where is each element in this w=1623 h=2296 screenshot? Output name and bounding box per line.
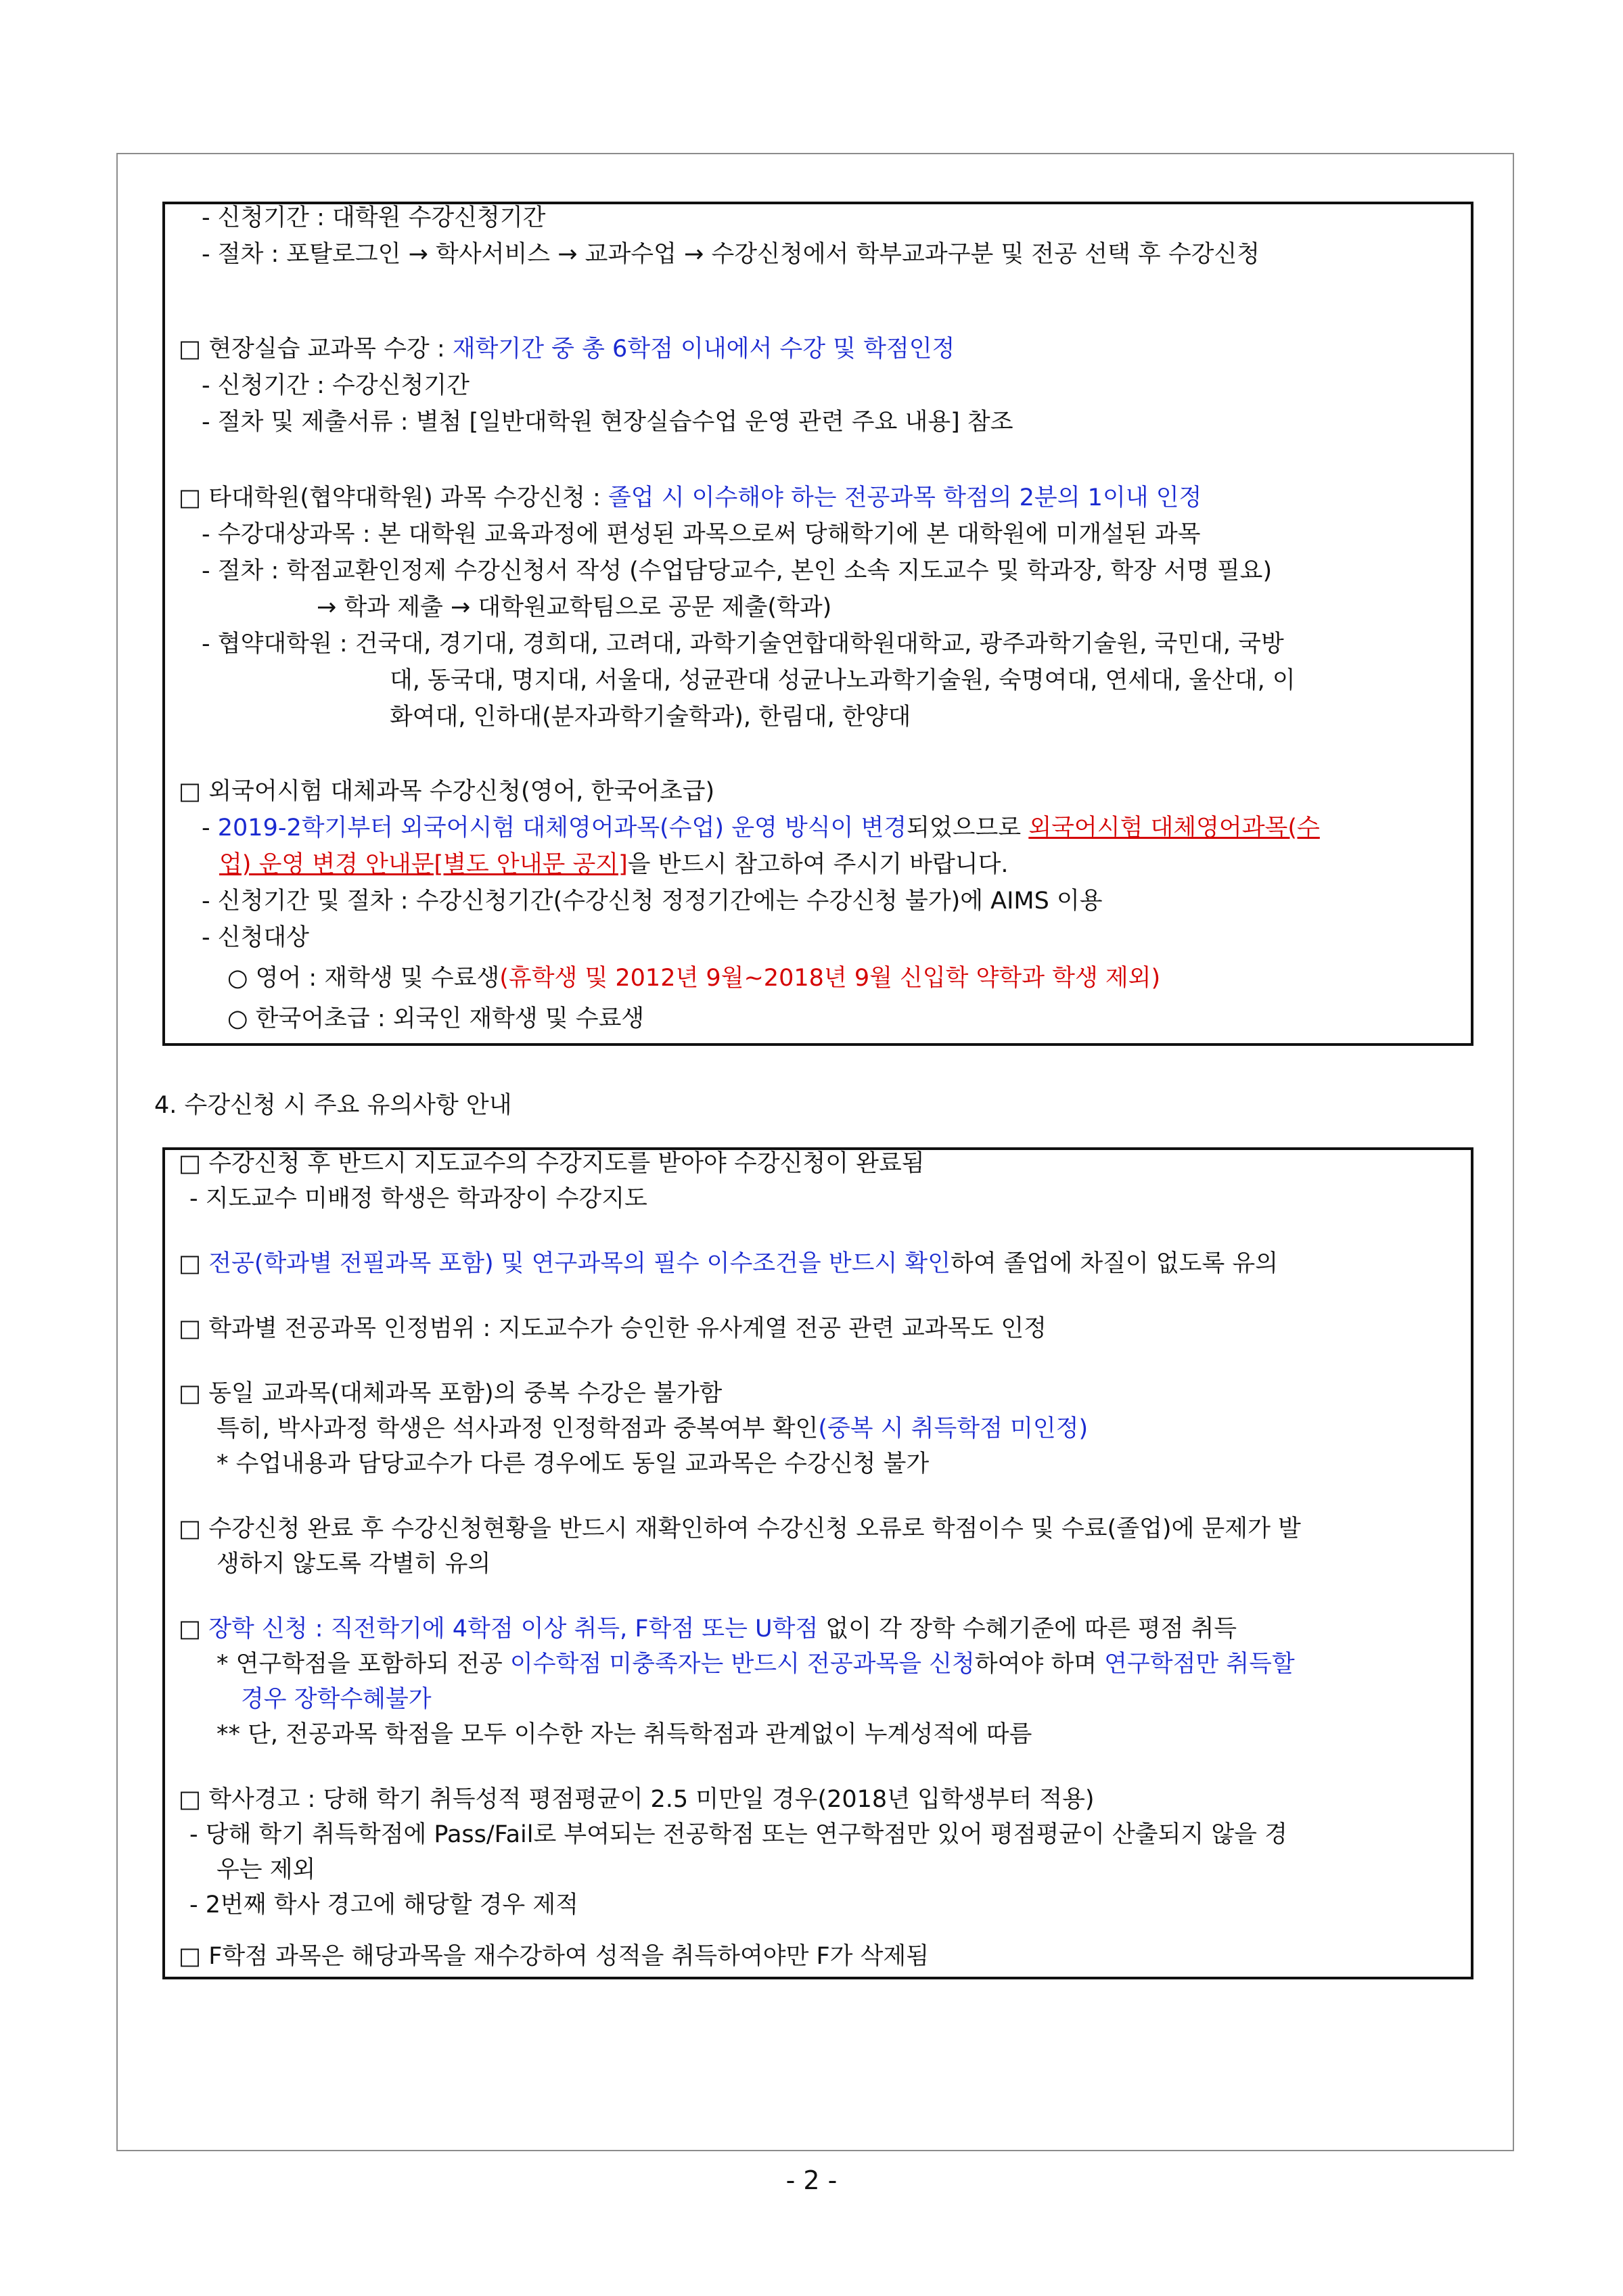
field-practice-heading xyxy=(179,333,955,365)
lang-notice-change: 2019-2학기부터 외국어시험 대체영어과목(수업) 운영 방식이 변경 xyxy=(217,814,907,842)
lang-notice-rest: 을 반드시 참고하여 주시기 바랍니다. xyxy=(627,851,1009,878)
scholarship-line xyxy=(179,1613,1237,1645)
phd-duplicate-note: (중복 시 취득학점 미인정) xyxy=(818,1415,1089,1442)
scholarship-note1-cont: 경우 장학수혜불가 xyxy=(241,1686,432,1713)
page-number: - 2 - xyxy=(785,2165,838,2195)
other-grad-procedure-cont: → 학과 제출 → 대학원교학팀으로 공문 제출(학과) xyxy=(317,594,832,621)
field-practice-label: □ 현장실습 교과목 수강 : xyxy=(179,336,453,363)
field-practice-credit-note: 재학기간 중 총 6학점 이내에서 수강 및 학점인정 xyxy=(452,336,955,363)
other-grad-target: - 수강대상과목 : 본 대학원 교육과정에 편성된 과목으로써 당해학기에 본 대학원에 미개설된 과목 xyxy=(202,521,1201,548)
academic-warning-exception2: 우는 제외 xyxy=(216,1856,316,1883)
lang-notice-line1 xyxy=(202,812,1320,844)
required-courses-note: 전공(학과별 전필과목 포함) 및 연구과목의 필수 이수조건을 반드시 확인 xyxy=(208,1250,951,1277)
scholarship-note2: ** 단, 전공과목 학점을 모두 이수한 자는 취득학점과 관계없이 누계성적에 따름 xyxy=(216,1721,1032,1748)
lang-notice-link-part2: 업) 운영 변경 안내문[별도 안내문 공지] xyxy=(219,851,628,878)
english-exclusion: (휴학생 및 2012년 9월~2018년 9월 신입학 약학과 학생 제외) xyxy=(499,965,1161,992)
required-courses-line xyxy=(179,1247,1278,1280)
apply-procedure-line: - 절차 : 포탈로그인 → 학사서비스 → 교과수업 → 수강신청에서 학부교과구분 및 전공 선택 후 수강신청 xyxy=(202,241,1260,268)
advisor-guidance-line: □ 수강신청 후 반드시 지도교수의 수강지도를 받아야 수강신청이 완료됨 xyxy=(179,1150,925,1177)
scholarship-note1-prefix: * 연구학점을 포함하되 전공 xyxy=(216,1651,510,1678)
f-grade-line: □ F학점 과목은 해당과목을 재수강하여 성적을 취득하여야만 F가 삭제됨 xyxy=(179,1943,930,1970)
lang-target-label: - 신청대상 xyxy=(202,924,309,951)
apply-period-line: - 신청기간 : 대학원 수강신청기간 xyxy=(202,204,546,231)
other-grad-credit-note: 졸업 시 이수해야 하는 전공과목 학점의 2분의 1이내 인정 xyxy=(608,484,1202,511)
partner-schools-line1: - 협약대학원 : 건국대, 경기대, 경희대, 고려대, 과학기술연합대학원대학교, 광주과학기술원, 국민대, 국방 xyxy=(202,630,1284,658)
required-courses-checkbox: □ xyxy=(179,1250,209,1277)
lang-target-english xyxy=(227,962,1160,994)
scholarship-condition: 장학 신청 : 직전학기에 4학점 이상 취득, F학점 또는 U학점 xyxy=(208,1615,819,1643)
academic-warning-line: □ 학사경고 : 당해 학기 취득성적 평점평균이 2.5 미만일 경우(2018년 입학생부터 적용) xyxy=(179,1786,1095,1813)
application-info-box xyxy=(162,202,1473,1046)
scholarship-note1-blue1: 이수학점 미충족자는 반드시 전공과목을 신청 xyxy=(509,1651,975,1678)
scholarship-note1-mid: 하여야 하며 xyxy=(974,1651,1105,1678)
recheck-line2: 생하지 않도록 각별히 유의 xyxy=(216,1551,491,1578)
lang-notice-line2 xyxy=(219,848,1009,881)
partner-schools-line2: 대, 동국대, 명지대, 서울대, 성균관대 성균나노과학기술원, 숙명여대, 연세대, 울산대, 이 xyxy=(390,667,1296,694)
scholarship-rest: 없이 각 장학 수혜기준에 따른 평점 취득 xyxy=(818,1615,1237,1643)
other-grad-procedure: - 절차 : 학점교환인정제 수강신청서 작성 (수업담당교수, 본인 소속 지도교수 및 학과장, 학장 서명 필요) xyxy=(202,557,1273,584)
academic-warning-expel: - 2번째 학사 경고에 해당할 경우 제적 xyxy=(189,1891,578,1919)
lang-period-line: - 신청기간 및 절차 : 수강신청기간(수강신청 정정기간에는 수강신청 불가)에 AIMS 이용 xyxy=(202,888,1103,915)
scholarship-checkbox: □ xyxy=(179,1615,209,1643)
major-course-range-line: □ 학과별 전공과목 인정범위 : 지도교수가 승인한 유사계열 전공 관련 교과목도 인정 xyxy=(179,1315,1047,1342)
field-practice-period: - 신청기간 : 수강신청기간 xyxy=(202,372,470,399)
field-practice-procedure: - 절차 및 제출서류 : 별첨 [일반대학원 현장실습수업 운영 관련 주요 내용] 참조 xyxy=(202,409,1013,436)
lang-notice-dash: - xyxy=(202,814,218,842)
advisor-unassigned-line: - 지도교수 미배정 학생은 학과장이 수강지도 xyxy=(189,1185,647,1212)
duplicate-course-line: □ 동일 교과목(대체과목 포함)의 중복 수강은 불가함 xyxy=(179,1380,723,1407)
lang-target-korean: ○ 한국어초급 : 외국인 재학생 및 수료생 xyxy=(227,1005,645,1032)
lang-exam-heading: □ 외국어시험 대체과목 수강신청(영어, 한국어초급) xyxy=(179,778,715,805)
recheck-line1: □ 수강신청 완료 후 수강신청현황을 반드시 재확인하여 수강신청 오류로 학점이수 및 수료(졸업)에 문제가 발 xyxy=(179,1515,1301,1542)
section-4-heading: 4. 수강신청 시 주요 유의사항 안내 xyxy=(154,1092,512,1119)
academic-warning-exception1: - 당해 학기 취득학점에 Pass/Fail로 부여되는 전공학점 또는 연구학점만 있어 평점평균이 산출되지 않을 경 xyxy=(189,1821,1287,1848)
phd-duplicate-text: 특히, 박사과정 학생은 석사과정 인정학점과 중복여부 확인 xyxy=(216,1415,819,1442)
required-courses-rest: 하여 졸업에 차질이 없도록 유의 xyxy=(951,1250,1279,1277)
scholarship-note1-blue2: 연구학점만 취득할 xyxy=(1104,1651,1295,1678)
other-grad-label: □ 타대학원(협약대학원) 과목 수강신청 : xyxy=(179,484,608,511)
lang-notice-link-part1: 외국어시험 대체영어과목(수 xyxy=(1028,814,1320,842)
lang-notice-mid: 되었으므로 xyxy=(907,814,1029,842)
other-grad-heading xyxy=(179,482,1202,514)
phd-duplicate-line xyxy=(216,1413,1088,1445)
scholarship-note1 xyxy=(216,1648,1295,1680)
english-target: ○ 영어 : 재학생 및 수료생 xyxy=(227,965,500,992)
partner-schools-line3: 화여대, 인하대(분자과학기술학과), 한림대, 한양대 xyxy=(390,704,911,731)
same-course-note: * 수업내용과 담당교수가 다른 경우에도 동일 교과목은 수강신청 불가 xyxy=(216,1450,930,1477)
